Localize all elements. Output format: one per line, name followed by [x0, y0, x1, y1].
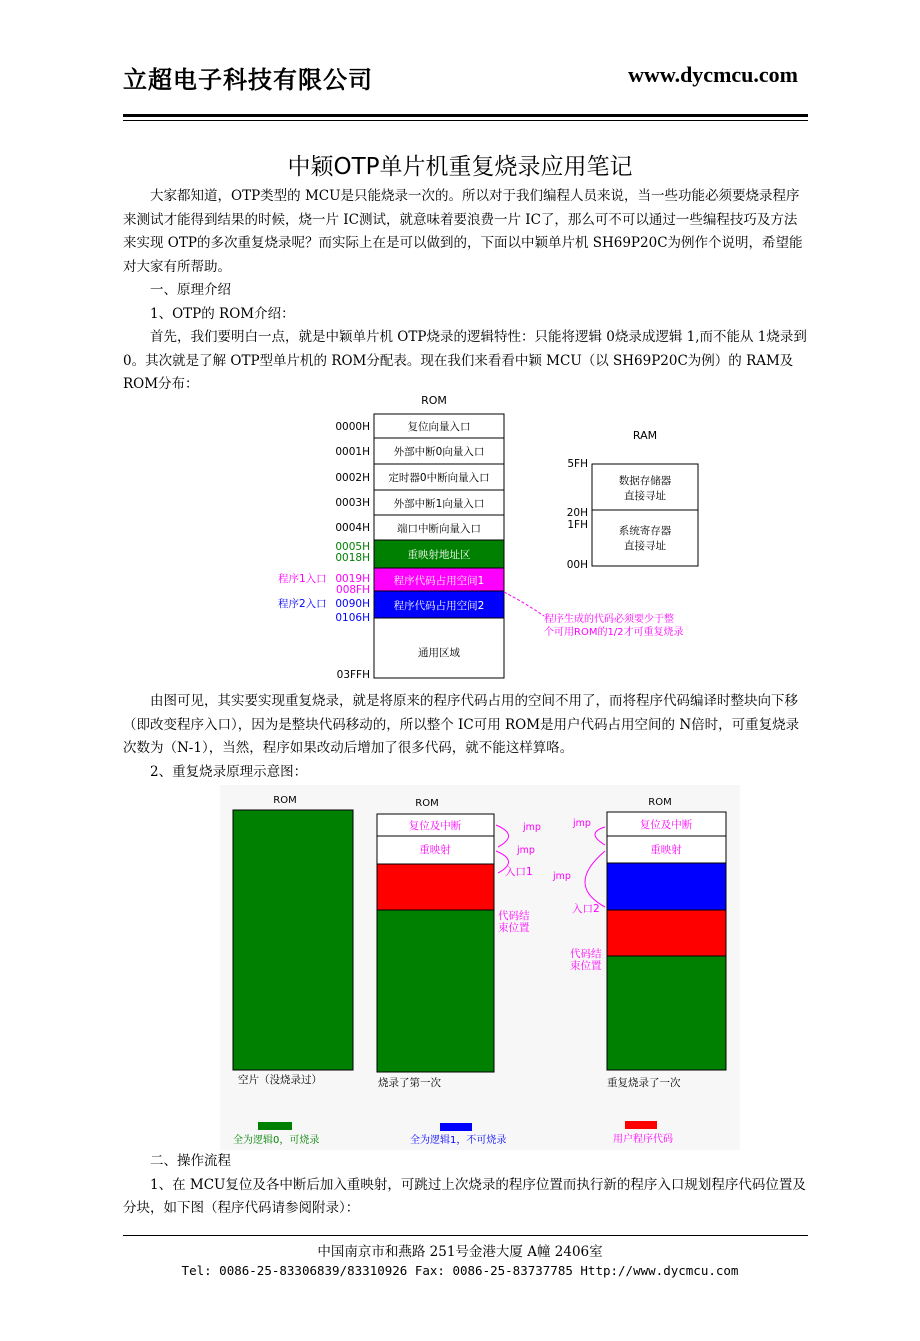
website-link[interactable]: www.dycmcu.com	[628, 62, 798, 87]
addr-008fh: 008FH	[336, 584, 370, 596]
step-1-paragraph: 1、在 MCU复位及各中断后加入重映射，可跳过上次烧录的程序位置而执行新的程序入口规划程序代码位置及分块，如下图（程序代码请参阅附录）：	[123, 1176, 806, 1216]
col3-entry2: 入口2	[572, 903, 600, 915]
header-rule-thin	[123, 120, 808, 121]
col2-entry1: 入口1	[505, 866, 533, 878]
footer-address: 中国南京市和燕路 251号金港大厦 A幢 2406室	[317, 1244, 603, 1260]
legend-label-blue: 全为逻辑1，不可烧录	[410, 1135, 507, 1146]
sub-heading-1: 1、OTP的 ROM介绍：	[150, 305, 295, 322]
note-line-2: 个可用ROM的1/2才可重复烧录	[544, 627, 684, 638]
rom-cell-general-label: 通用区域	[418, 647, 460, 659]
col3-jmp-1: jmp	[573, 818, 591, 829]
addr-0018h: 0018H	[335, 552, 370, 564]
legend-swatch-red	[625, 1121, 657, 1129]
operation-block	[123, 1150, 808, 1221]
legend-label-red: 用户程序代码	[613, 1134, 673, 1145]
col2-jmp-1: jmp	[523, 822, 541, 833]
sub-heading-2: 2、重复烧录原理示意图：	[150, 763, 308, 780]
addr-0002h: 0002H	[335, 472, 370, 484]
col3-user-code	[607, 910, 726, 956]
col3-remap-label: 重映射	[650, 844, 682, 856]
rom-cell-ext0-label: 外部中断0向量入口	[393, 446, 485, 458]
explanation-block	[123, 690, 808, 784]
intro-block	[123, 185, 808, 397]
addr-0090h: 0090H	[335, 598, 370, 610]
ram-addr-20h: 20H	[566, 507, 588, 519]
rom-cell-remap-label: 重映射地址区	[407, 549, 471, 561]
ram-addr-5fh: 5FH	[567, 458, 588, 470]
ram-cell-data-line1: 数据存储器	[618, 475, 672, 487]
col2-jmp-2: jmp	[517, 845, 535, 856]
ram-cell-system-line1: 系统寄存器	[618, 525, 672, 537]
ram-title: RAM	[632, 429, 658, 442]
header-rule-thick	[123, 114, 808, 117]
col3-jmp-2: jmp	[553, 871, 571, 882]
rom-ram-map-figure	[270, 388, 730, 688]
col2-rom-label: ROM	[415, 798, 439, 809]
ram-cell-system-line2: 直接寻址	[624, 540, 666, 552]
col3-blank-green	[607, 956, 726, 1070]
legend-label-green: 全为逻辑0，可烧录	[233, 1135, 320, 1146]
principle-paragraph: 首先，我们要明白一点，就是中颖单片机 OTP烧录的逻辑特性：只能将逻辑 0烧录成逻辑 1,而不能从 1烧录到 0。其次就是了解 OTP型单片机的 ROM分配表。现在我们来看看中颖 MCU（以 SH69P20C为例）的 RAM及 ROM分布：	[123, 329, 807, 392]
footer-contact: Tel: 0086-25-83306839/83310926 Fax: 0086-25-83737785 Http://www.dycmcu.com	[181, 1263, 739, 1278]
section-1-heading: 一、原理介绍	[150, 282, 231, 298]
addr-0106h: 0106H	[335, 612, 370, 624]
note-line-1: 程序生成的代码必须要少于整	[544, 614, 674, 625]
addr-0000h: 0000H	[335, 421, 370, 433]
addr-0019h: 0019H	[335, 573, 370, 585]
col1-caption: 空片（没烧录过）	[238, 1074, 322, 1086]
legend-swatch-blue	[440, 1123, 472, 1131]
rom-cell-ext1-label: 外部中断1向量入口	[393, 498, 485, 510]
ram-cell-data-line2: 直接寻址	[624, 490, 666, 502]
rom-cell-port-label: 端口中断向量入口	[397, 523, 481, 535]
program1-entry-label: 程序1入口	[278, 573, 327, 585]
rom-cell-code2-label: 程序代码占用空间2	[393, 600, 485, 612]
addr-0001h: 0001H	[335, 446, 370, 458]
page-title: 中颖OTP单片机重复烧录应用笔记	[287, 154, 633, 180]
col2-user-code	[377, 864, 494, 910]
ram-addr-1fh: 1FH	[567, 519, 588, 531]
col3-old-code-blue	[607, 863, 726, 910]
addr-0004h: 0004H	[335, 522, 370, 534]
col3-rom-label: ROM	[648, 797, 672, 808]
col1-blank-green	[233, 810, 353, 1070]
intro-paragraph: 大家都知道，OTP类型的 MCU是只能烧录一次的。所以对于我们编程人员来说，当一些功能必须要烧录程序来测试才能得到结果的时候，烧一片 IC测试，就意味着要浪费一片 IC了，那么可不可以通过一些编程技巧及方法来实现 OTP的多次重复烧录呢？而实际上在是可以做到的，下面以中颖单片机 SH69P20C为例作个说明，希望能对大家有所帮助。	[123, 188, 803, 275]
col2-code-end-1: 代码结	[498, 910, 530, 922]
col3-caption: 重复烧录了一次	[607, 1077, 681, 1089]
addr-0005h: 0005H	[335, 541, 370, 553]
col2-reset-label: 复位及中断	[408, 820, 462, 832]
ram-cell-system	[592, 510, 698, 566]
note-dashed-line	[504, 592, 544, 616]
addr-03ffh: 03FFH	[336, 669, 370, 681]
program2-entry-label: 程序2入口	[278, 598, 327, 610]
col2-code-end-2: 束位置	[498, 922, 530, 934]
addr-0003h: 0003H	[335, 497, 370, 509]
col2-blank-green	[377, 910, 494, 1072]
col3-reset-label: 复位及中断	[639, 819, 693, 831]
explanation-paragraph: 由图可见，其实要实现重复烧录，就是将原来的程序代码占用的空间不用了，而将程序代码编译时整块向下移（即改变程序入口），因为是整块代码移动的，所以整个 IC可用 ROM是用户代码占用空间的 N倍时，可重复烧录次数为（N-1），当然，程序如果改动后增加了很多代码，就不能这样算咯。	[123, 693, 800, 756]
ram-addr-00h: 00H	[566, 559, 588, 571]
rom-title: ROM	[421, 394, 447, 407]
col1-rom-label: ROM	[273, 795, 297, 806]
rom-cell-reset-label: 复位向量入口	[407, 421, 471, 433]
ram-cell-data	[592, 464, 698, 510]
rom-cell-code1-label: 程序代码占用空间1	[393, 575, 485, 587]
footer-rule	[123, 1235, 808, 1236]
reburn-schematic-figure	[220, 785, 740, 1150]
col3-code-end-1: 代码结	[570, 948, 602, 960]
rom-cell-timer0-label: 定时器0中断向量入口	[388, 472, 490, 484]
section-2-heading: 二、操作流程	[150, 1153, 231, 1169]
company-name: 立超电子科技有限公司	[123, 66, 373, 94]
col2-remap-label: 重映射	[419, 844, 451, 856]
legend-swatch-green	[258, 1122, 292, 1130]
col3-code-end-2: 束位置	[570, 960, 602, 972]
col2-caption: 烧录了第一次	[378, 1077, 441, 1089]
